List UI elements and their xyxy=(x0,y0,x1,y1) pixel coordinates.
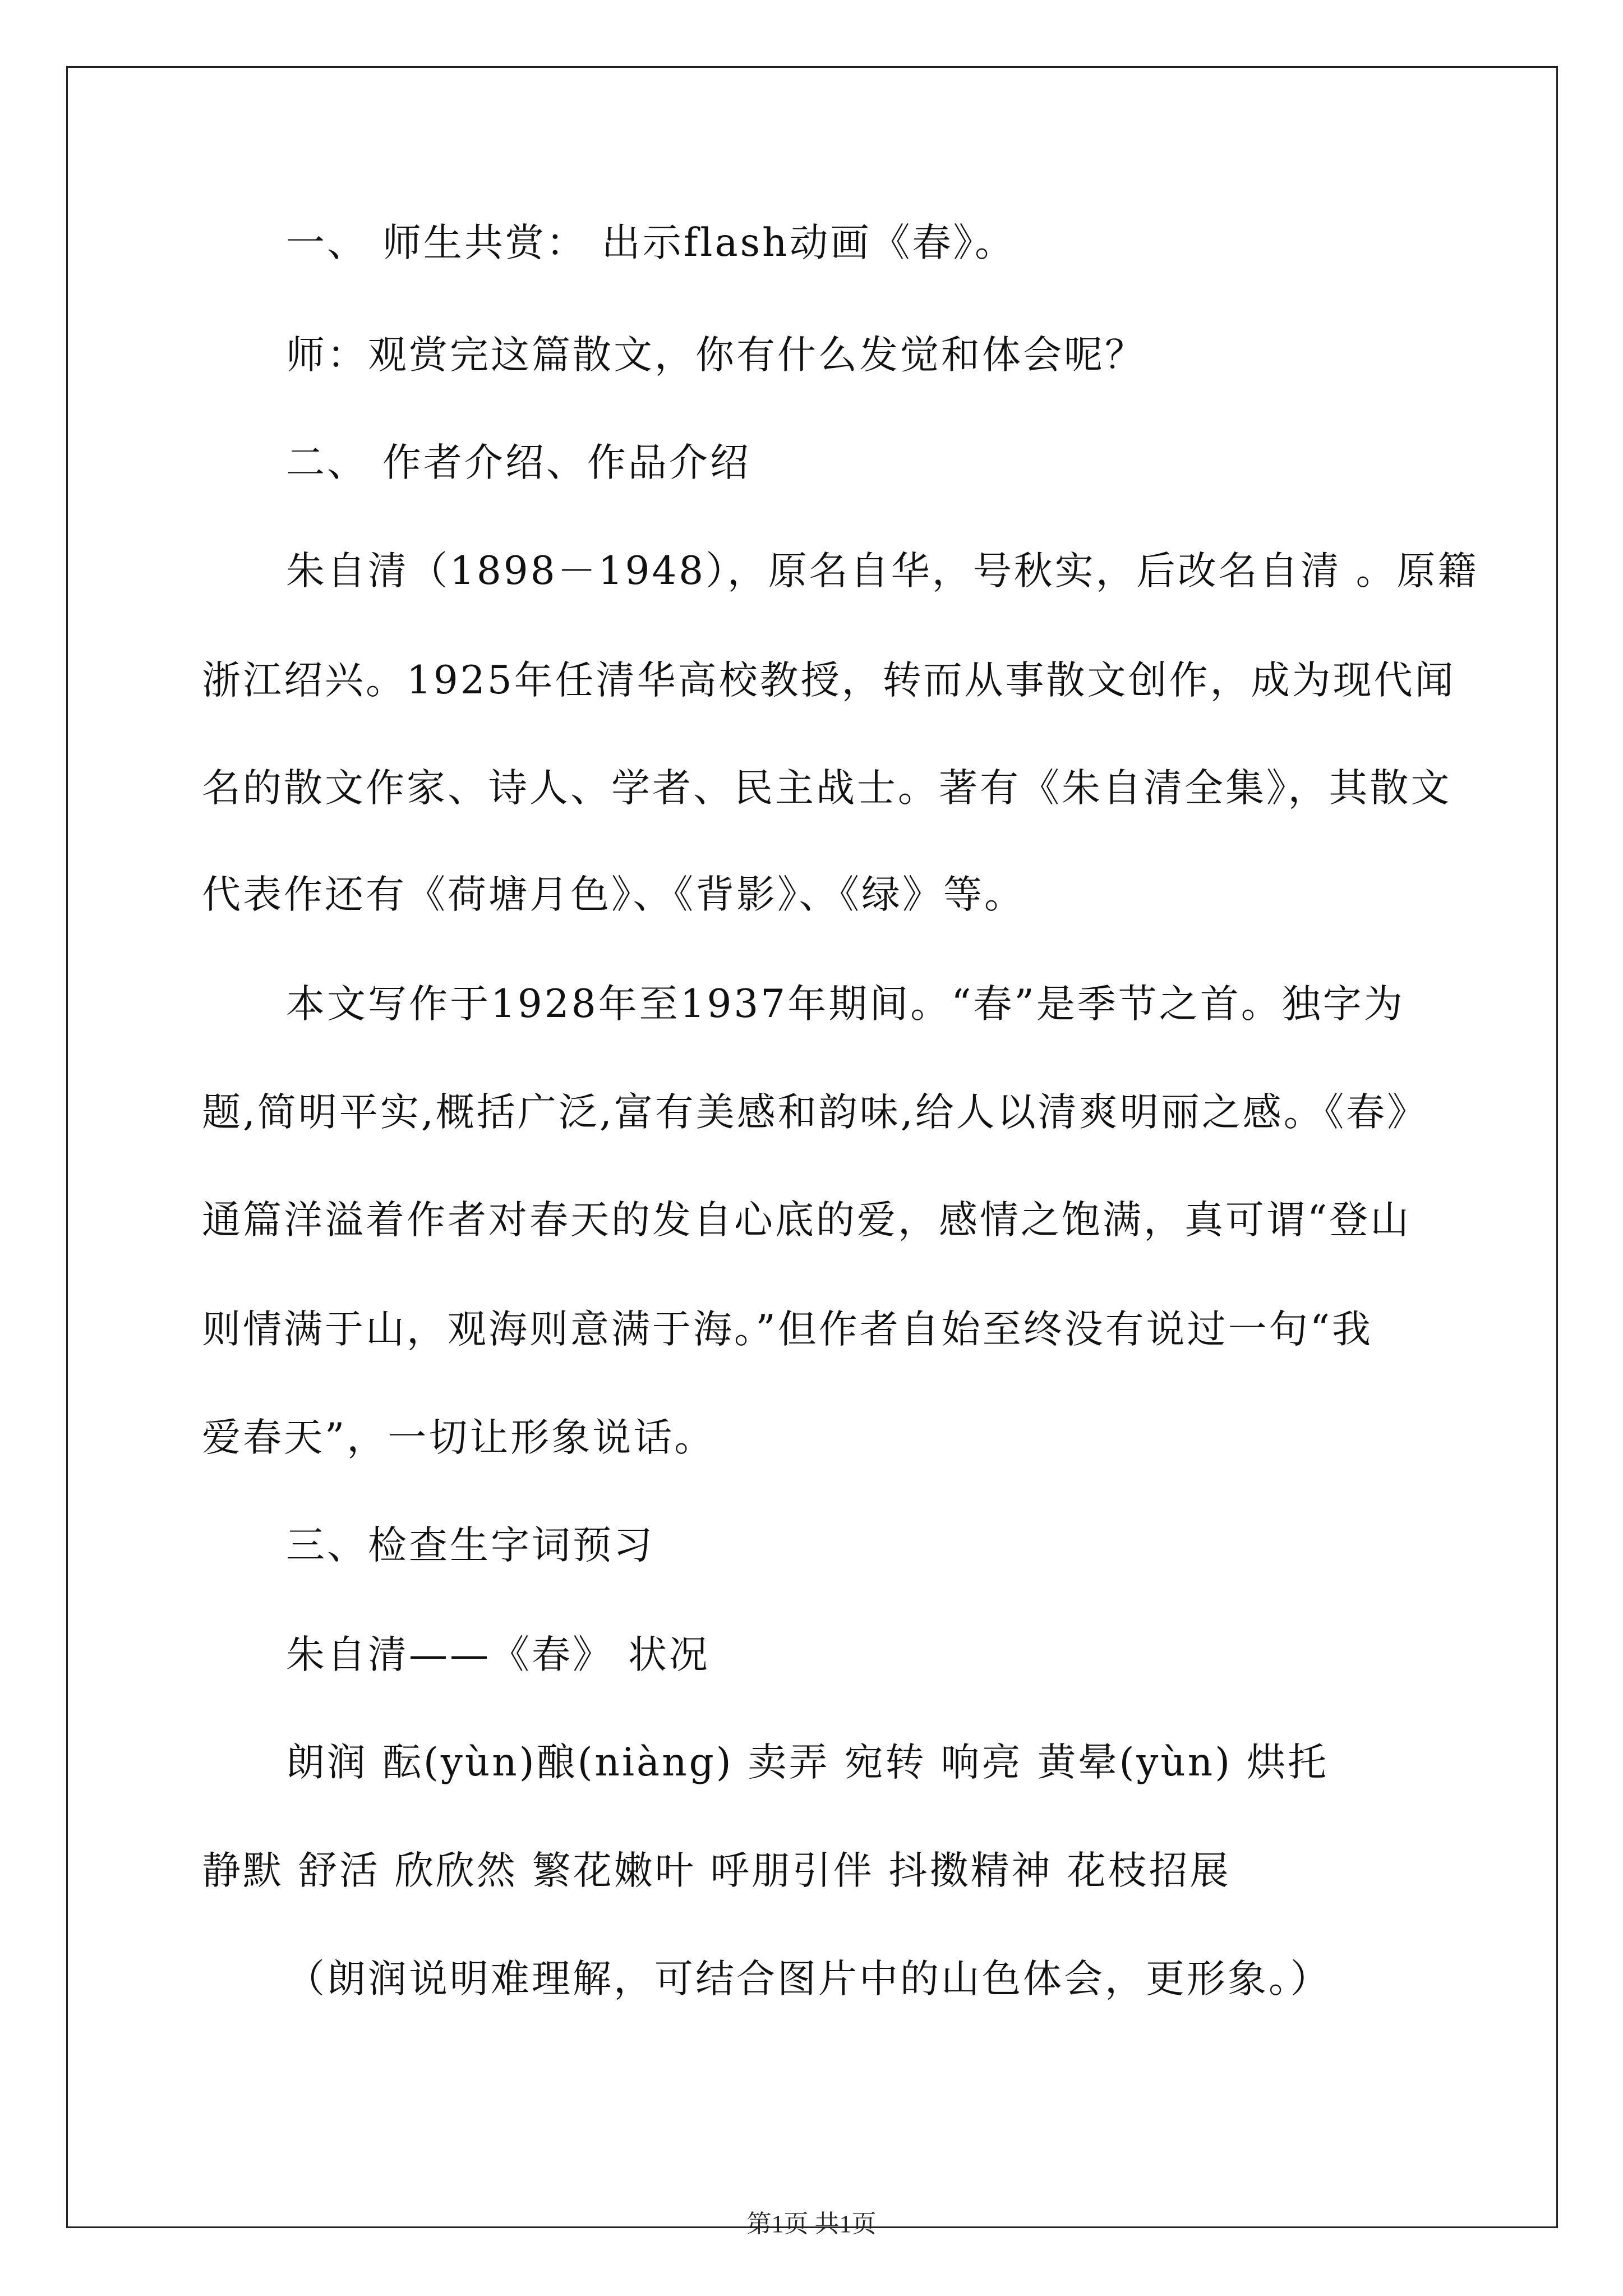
paragraph-line: 爱春天”，一切让形象说话。 xyxy=(202,1415,716,1460)
section-heading-1: 一、 师生共赏： 出示flash动画《春》。 xyxy=(286,220,1016,265)
paragraph-line: 名的散文作家、诗人、学者、民主战士。著有《朱自清全集》，其散文 xyxy=(202,766,1452,811)
paragraph-line: 朱自清——《春》 状况 xyxy=(286,1632,710,1677)
vocabulary-line: 静默 舒活 欣欣然 繁花嫩叶 呼朋引伴 抖擞精神 花枝招展 xyxy=(202,1848,1231,1893)
paragraph-line: 代表作还有《荷塘月色》、《背影》、《绿》等。 xyxy=(202,872,1025,917)
paragraph-line: 通篇洋溢着作者对春天的发自心底的爱，感情之饱满，真可谓“登山 xyxy=(202,1198,1412,1243)
paragraph-line: 浙江绍兴。1925年任清华高校教授，转而从事散文创作，成为现代闻 xyxy=(202,658,1456,703)
page-number-footer: 第1页 共1页 xyxy=(746,2210,877,2238)
paragraph-note: （朗润说明难理解，可结合图片中的山色体会，更形象。） xyxy=(286,1957,1331,2001)
paragraph-line: 题,简明平实,概括广泛,富有美感和韵味,给人以清爽明丽之感。《春》 xyxy=(202,1090,1428,1135)
section-heading-3: 三、检查生字词预习 xyxy=(286,1523,654,1568)
vocabulary-line: 朗润 酝(yùn)酿(niàng) 卖弄 宛转 响亮 黄晕(yùn) 烘托 xyxy=(286,1740,1329,1785)
section-heading-2: 二、 作者介绍、作品介绍 xyxy=(286,440,751,485)
paragraph-line: 师：观赏完这篇散文，你有什么发觉和体会呢？ xyxy=(286,333,1146,378)
page-border xyxy=(66,66,1558,2228)
paragraph-line: 朱自清（1898－1948），原名自华，号秋实，后改名自清 。原籍 xyxy=(286,549,1479,593)
paragraph-line: 则情满于山，观海则意满于海。”但作者自始至终没有说过一句“我 xyxy=(202,1307,1373,1352)
paragraph-line: 本文写作于1928年至1937年期间。“春”是季节之首。独字为 xyxy=(286,982,1405,1027)
